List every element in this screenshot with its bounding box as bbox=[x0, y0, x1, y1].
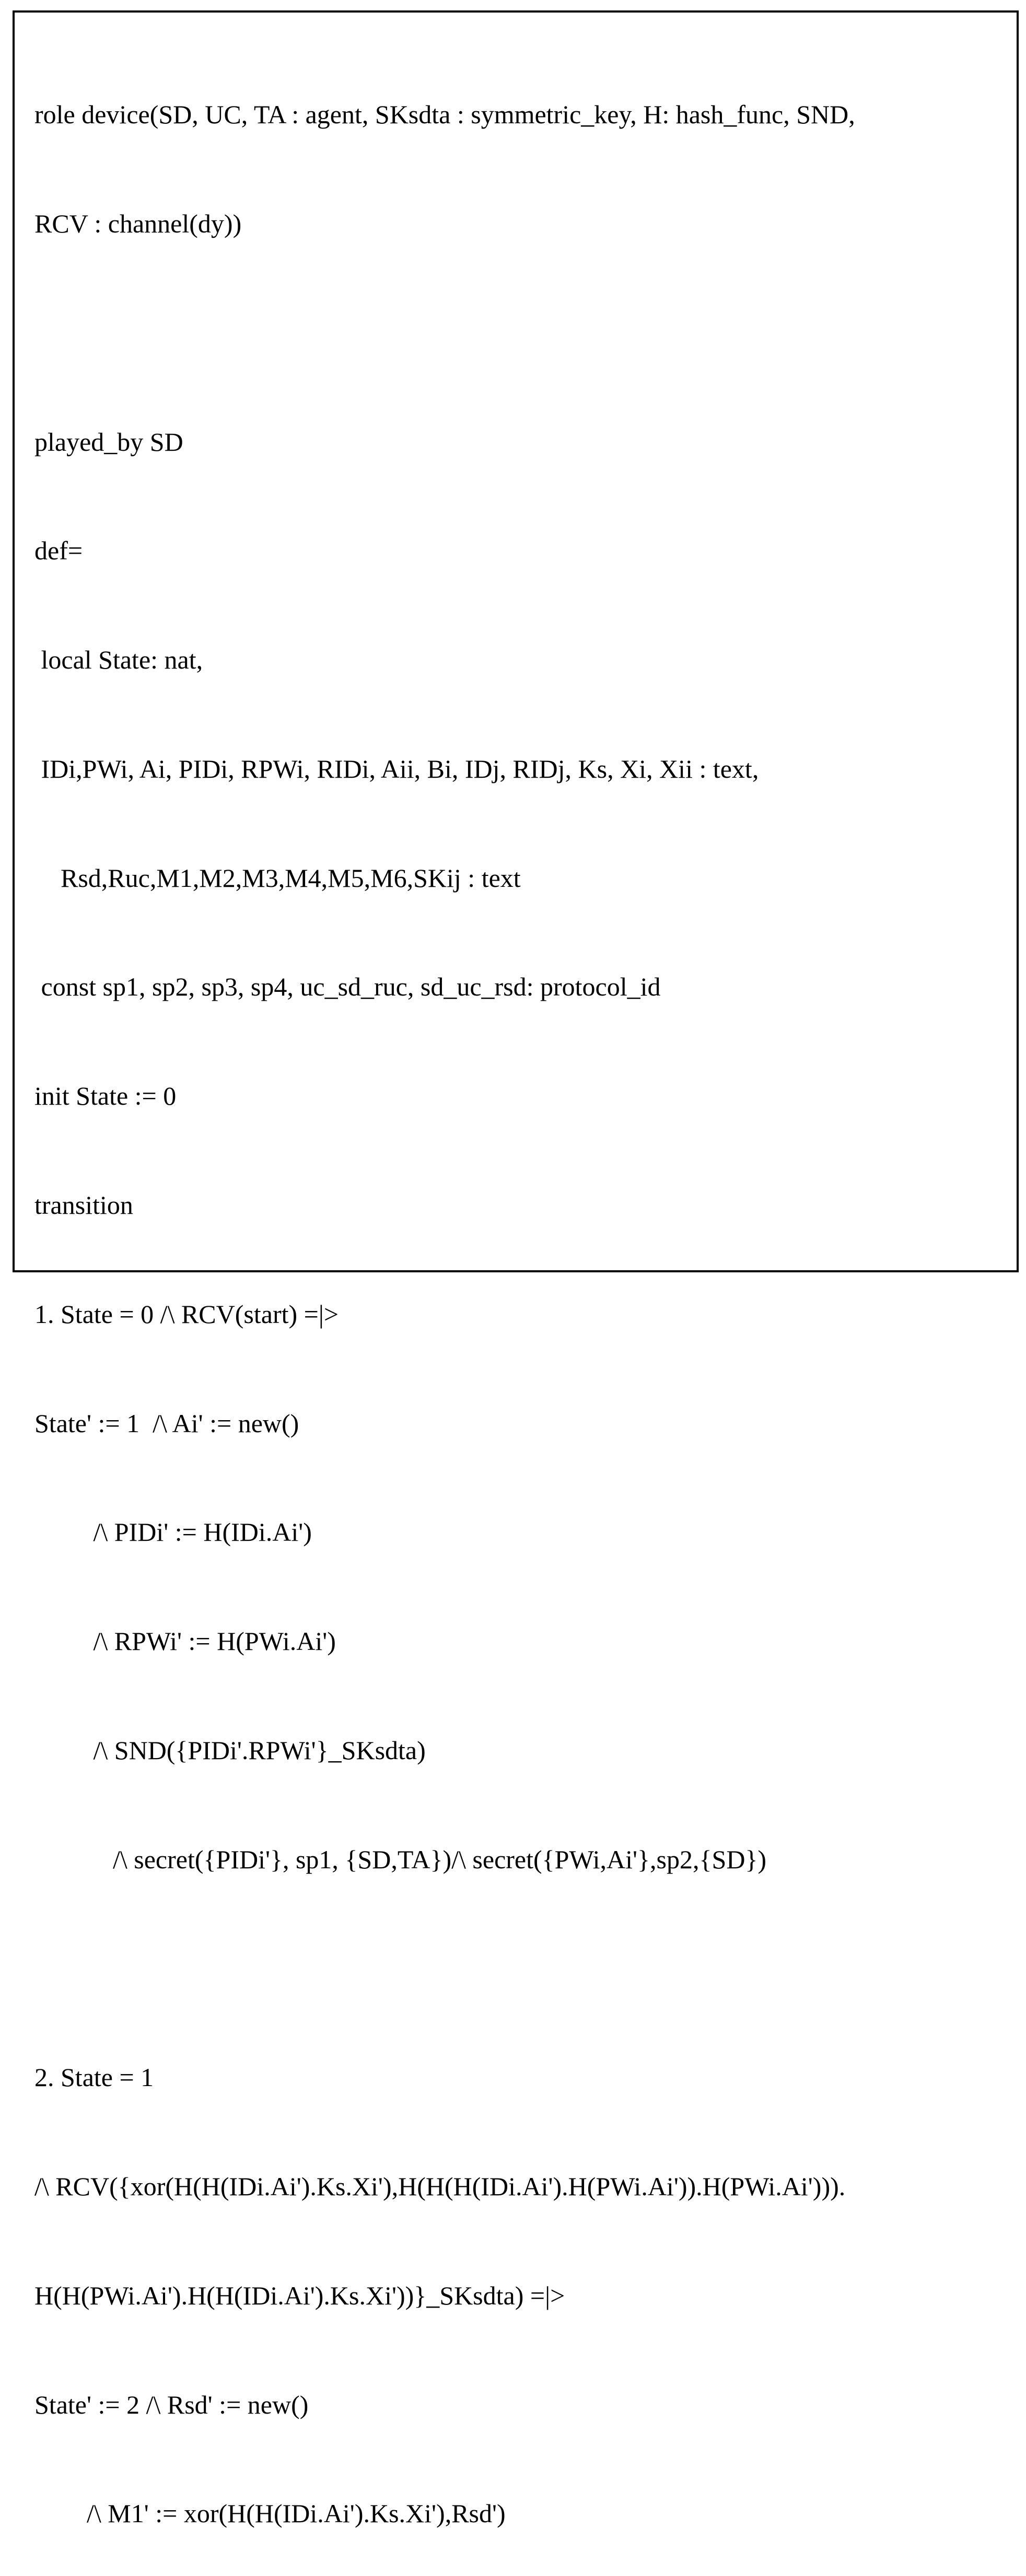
code-line: init State := 0 bbox=[34, 1081, 177, 1111]
code-line: RCV : channel(dy)) bbox=[34, 208, 242, 238]
code-line: role device(SD, UC, TA : agent, SKsdta : symmetric_key, H: hash_func, SND, bbox=[34, 100, 855, 130]
code-line: State' := 2 /\ Rsd' := new() bbox=[34, 2390, 309, 2419]
code-line: State' := 1 /\ Ai' := new() bbox=[34, 1408, 299, 1438]
code-line: 1. State = 0 /\ RCV(start) =|> bbox=[34, 1299, 339, 1329]
code-line bbox=[34, 1950, 1001, 1987]
code-line: /\ secret({PIDi'}, sp1, {SD,TA})/\ secret({PWi,Ai'},sp2,{SD}) bbox=[34, 1844, 767, 1874]
code-line: /\ RCV({xor(H(H(IDi.Ai').Ks.Xi'),H(H(H(IDi.Ai').H(PWi.Ai')).H(PWi.Ai'))). bbox=[34, 2172, 846, 2202]
code-line: H(H(PWi.Ai').H(H(IDi.Ai').Ks.Xi'))}_SKsdta) =|> bbox=[34, 2280, 565, 2310]
code-line: /\ PIDi' := H(IDi.Ai') bbox=[34, 1517, 312, 1547]
code-line: 2. State = 1 bbox=[34, 2063, 154, 2092]
code-line: def= bbox=[34, 536, 83, 566]
code-line: /\ SND({PIDi'.RPWi'}_SKsdta) bbox=[34, 1735, 426, 1765]
code-line: const sp1, sp2, sp3, sp4, uc_sd_ruc, sd_uc_rsd: protocol_id bbox=[34, 972, 661, 1002]
code-line: /\ M1' := xor(H(H(IDi.Ai').Ks.Xi'),Rsd') bbox=[34, 2499, 506, 2528]
code-line: played_by SD bbox=[34, 427, 183, 456]
code-line: local State: nat, bbox=[34, 645, 203, 675]
code-line: /\ RPWi' := H(PWi.Ai') bbox=[34, 1626, 336, 1656]
code-line: transition bbox=[34, 1190, 133, 1220]
code-line bbox=[34, 315, 1001, 352]
hlpsl-role-code bbox=[34, 24, 1001, 2576]
code-line: IDi,PWi, Ai, PIDi, RPWi, RIDi, Aii, Bi, IDj, RIDj, Ks, Xi, Xii : text, bbox=[34, 754, 759, 783]
code-frame bbox=[13, 10, 1019, 2528]
code-line: Rsd,Ruc,M1,M2,M3,M4,M5,M6,SKij : text bbox=[34, 863, 521, 893]
